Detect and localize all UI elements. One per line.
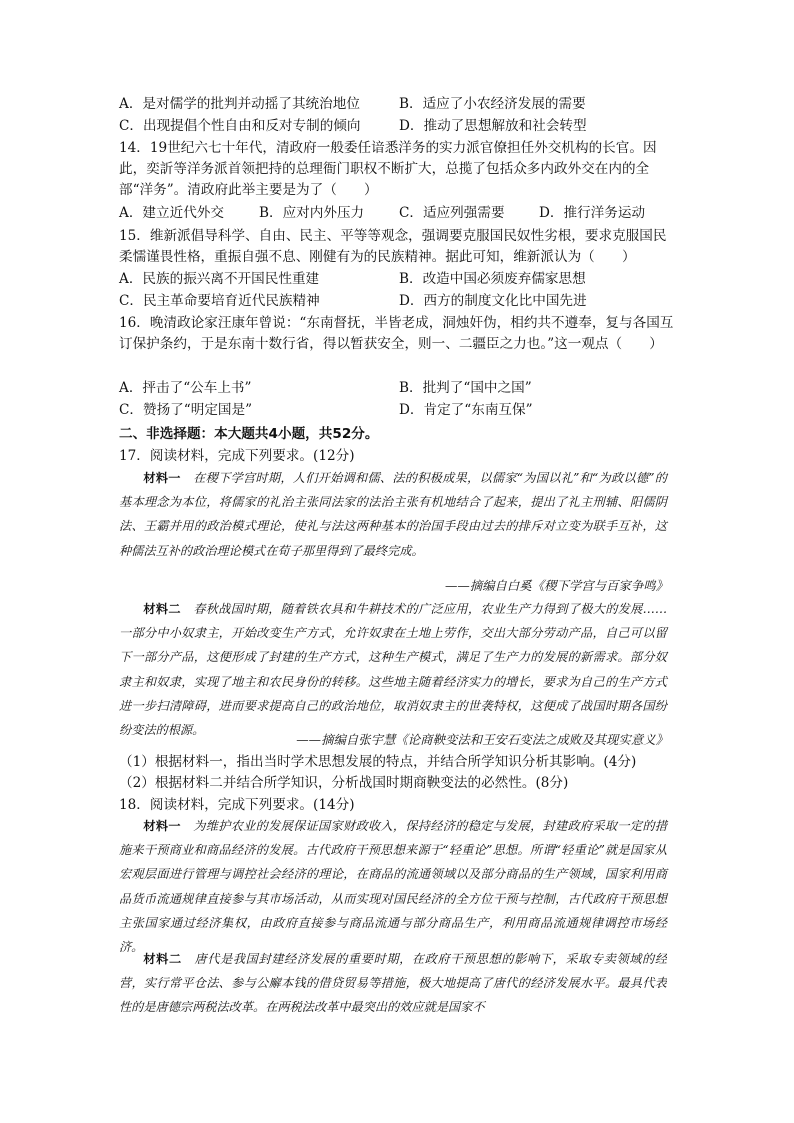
q17-material-2-label: 材料二 (143, 602, 181, 616)
q16-option-b[interactable]: B．批判了“国中之国” (399, 380, 532, 396)
q14-stem: 14．19世纪六七十年代，清政府一般委任谙悉洋务的实力派官僚担任外交机构的长官。因此，奕訢等洋务派首领把持的总理衙门职权不断扩大，总揽了包括众多内政外交在内的全部“洋务”。清政府此举主要是为了（ ） (119, 140, 657, 199)
q16-option-c[interactable]: C．赞扬了“明定国是” (119, 402, 253, 418)
q18-stem: 18．阅读材料，完成下列要求。(14分) (119, 797, 355, 813)
q16-options-row-2 (119, 400, 679, 421)
q13-options-row-1 (119, 94, 679, 115)
q15-stem: 15．维新派倡导科学、自由、民主、平等等观念，强调要克服国民奴性劣根，要求克服国民柔懦谨畏性格，重振自强不息、刚健有为的民族精神。据此可知，维新派认为（ ） (119, 228, 667, 266)
q17-subquestion-2: （2）根据材料二并结合所学知识，分析战国时期商鞅变法的必然性。(8分) (119, 775, 569, 791)
q16-stem: 16．晚清政论家汪康年曾说：“东南督抚，半皆老成，洞烛奸伪，相约共不遵奉，复与各国互订保护条约，于是东南十数行省，得以暂获安全，则一、二疆臣之力也。”这一观点（ ） (119, 315, 674, 353)
q15-option-d[interactable]: D．西方的制度文化比中国先进 (399, 293, 587, 309)
q14-option-b[interactable]: B．应对内外压力 (259, 205, 365, 221)
q18-material-2-label: 材料二 (143, 952, 182, 966)
section-heading-non-choice: 二、非选择题：本大题共4小题，共52分。 (119, 426, 379, 442)
q13-option-c[interactable]: C．出现提倡个性自由和反对专制的倾向 (119, 118, 361, 134)
q15-option-b[interactable]: B．改造中国必须废弃儒家思想 (399, 271, 586, 287)
q16-option-a[interactable]: A．抨击了“公车上书” (119, 380, 252, 396)
q13-option-a[interactable]: A．是对儒学的批判并动摇了其统治地位 (119, 96, 360, 112)
q18-material-2-text: 唐代是我国封建经济发展的重要时期，在政府干预思想的影响下，采取专卖领域的经营，实行常平仓法、参与公廨本钱的借贷贸易等措施，极大地提高了唐代的经济发展水平。最具代表性的是唐德宗两税法改革。在两税法改革中最突出的效应就是国家不 (119, 952, 667, 1015)
q17-material-1 (119, 466, 667, 563)
q13-option-d[interactable]: D．推动了思想解放和社会转型 (399, 118, 587, 134)
q16-option-d[interactable]: D．肯定了“东南互保” (399, 402, 533, 418)
q15-option-a[interactable]: A．民族的振兴离不开国民性重建 (119, 271, 320, 287)
q14-option-c[interactable]: C．适应列强需要 (399, 205, 505, 221)
q18-material-1-text: 为维护农业的发展保证国家财政收入，保持经济的稳定与发展，封建政府采取一定的措施来干预商业和商品经济的发展。古代政府干预思想来源于“轻重论”思想。所谓“轻重论”就是国家从宏观层面进行管理与调控社会经济的理论，在商品的流通领域以及部分商品的生产领域，国家利用商品货币流通规律直接参与其市场活动，从而实现对国民经济的全方位干预与控制，古代政府干预思想主张国家通过经济集权，由政府直接参与商品流通与部分商品生产，利用商品流通规律调控市场经济。 (119, 819, 668, 955)
q13-options-row-2 (119, 116, 679, 137)
q15-options-row-2 (119, 291, 679, 312)
q17-material-1-source: ——摘编自白奚《稷下学宫与百家争鸣》 (444, 578, 668, 593)
q14-option-a[interactable]: A．建立近代外交 (119, 205, 224, 221)
q17-material-2 (119, 597, 667, 742)
q17-material-1-label: 材料一 (143, 471, 181, 485)
q17-stem: 17．阅读材料，完成下列要求。(12分) (119, 448, 355, 464)
q18-material-1 (119, 814, 667, 959)
q15-options-row-1 (119, 269, 679, 290)
q17-material-2-source: ——摘编自张宇慧《论商鞅变法和王安石变法之成败及其现实意义》 (296, 732, 668, 747)
q14-options-row (119, 203, 679, 224)
q17-subquestion-1: （1）根据材料一，指出当时学术思想发展的特点，并结合所学知识分析其影响。(4分) (119, 754, 637, 770)
q15-option-c[interactable]: C．民主革命要培育近代民族精神 (119, 293, 320, 309)
q17-material-2-text: 春秋战国时期，随着铁农具和牛耕技术的广泛应用，农业生产力得到了极大的发展……一部分中小奴隶主，开始改变生产方式，允许奴隶在土地上劳作，交出大部分劳动产品，自己可以留下一部分产品，这便形成了封建的生产方式，这种生产模式，满足了生产力的发展的新需求。部分奴隶主和奴隶，实现了地主和农民身份的转移。这些地主随着经济实力的增长，要求为自己的生产方式进一步扫清障碍，进而要求提高自己的政治地位，取消奴隶主的世袭特权，这便成了战国时期各国纷纷变法的根源。 (119, 602, 668, 738)
q13-option-b[interactable]: B．适应了小农经济发展的需要 (399, 96, 586, 112)
q18-material-1-label: 材料一 (143, 819, 181, 833)
q17-material-1-text: 在稷下学宫时期，人们开始调和儒、法的积极成果，以儒家“为国以礼”和“为政以德”的基本理念为本位，将儒家的礼治主张同法家的法治主张有机地结合了起来，提出了礼主刑辅、阳儒阴法、王霸并用的政治模式理论，使礼与法这两种基本的治国手段由过去的排斥对立变为联手互补，这种儒法互补的政治理论模式在荀子那里得到了最终完成。 (119, 471, 667, 558)
q16-options-row-1 (119, 378, 679, 399)
q14-option-d[interactable]: D．推行洋务运动 (539, 205, 646, 221)
q18-material-2 (119, 947, 667, 1019)
